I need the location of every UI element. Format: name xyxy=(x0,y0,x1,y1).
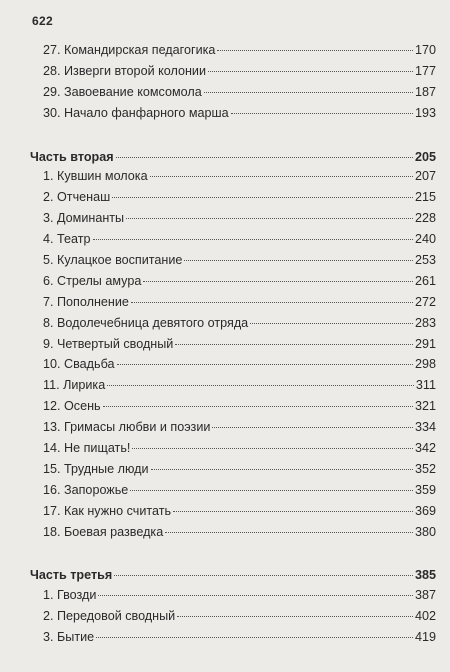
toc-entry[interactable] xyxy=(43,377,436,393)
leader-dots xyxy=(116,157,413,158)
toc-entry-title: 27. Командирская педагогика xyxy=(43,43,216,57)
leader-dots xyxy=(93,239,413,240)
leader-dots xyxy=(130,490,413,491)
toc-entry-page: 177 xyxy=(414,64,436,78)
toc-entry-title: 5. Кулацкое воспитание xyxy=(43,253,183,267)
toc-entry-title: 14. Не пищать! xyxy=(43,441,131,455)
toc-entry[interactable] xyxy=(43,210,436,226)
toc-entry[interactable] xyxy=(43,42,436,58)
toc-entry-page: 228 xyxy=(414,211,436,225)
leader-dots xyxy=(208,71,413,72)
leader-dots xyxy=(103,406,413,407)
leader-dots xyxy=(151,469,413,470)
toc-entry[interactable] xyxy=(43,168,436,184)
leader-dots xyxy=(143,281,413,282)
leader-dots xyxy=(131,302,413,303)
toc-entry-title: 11. Лирика xyxy=(43,378,106,392)
leader-dots xyxy=(126,218,413,219)
leader-dots xyxy=(98,595,413,596)
toc-entry-title: 2. Передовой сводный xyxy=(43,609,176,623)
part-three-heading[interactable] xyxy=(30,567,436,583)
part-title: Часть третья xyxy=(30,568,113,582)
toc-entry-page: 402 xyxy=(414,609,436,623)
toc-entry-page: 215 xyxy=(414,190,436,204)
page-number: 622 xyxy=(32,14,53,28)
toc-entry-title: 2. Отченаш xyxy=(43,190,111,204)
toc-entry[interactable] xyxy=(43,587,436,603)
toc-entry-page: 187 xyxy=(414,85,436,99)
toc-entry-title: 13. Гримасы любви и поэзии xyxy=(43,420,211,434)
part-page: 385 xyxy=(414,568,436,582)
toc-entry-page: 261 xyxy=(414,274,436,288)
leader-dots xyxy=(184,260,413,261)
toc-entry[interactable] xyxy=(43,461,436,477)
toc-entry-title: 15. Трудные люди xyxy=(43,462,149,476)
toc-entry[interactable] xyxy=(43,503,436,519)
toc-entry-title: 4. Театр xyxy=(43,232,91,246)
toc-entry-page: 334 xyxy=(414,420,436,434)
toc-entry[interactable] xyxy=(43,398,436,414)
toc-entry-title: 9. Четвертый сводный xyxy=(43,337,174,351)
leader-dots xyxy=(173,511,413,512)
toc-entry-title: 6. Стрелы амура xyxy=(43,274,142,288)
toc-entry-page: 380 xyxy=(414,525,436,539)
leader-dots xyxy=(114,575,413,576)
toc-entry-title: 3. Доминанты xyxy=(43,211,125,225)
toc-entry-page: 240 xyxy=(414,232,436,246)
toc-entry-page: 207 xyxy=(414,169,436,183)
toc-entry[interactable] xyxy=(43,629,436,645)
toc-entry-page: 387 xyxy=(414,588,436,602)
toc-entry[interactable] xyxy=(43,105,436,121)
toc-entry-title: 28. Изверги второй колонии xyxy=(43,64,206,78)
toc-entry-page: 193 xyxy=(414,106,436,120)
toc-entry[interactable] xyxy=(43,189,436,205)
toc-entry-title: 12. Осень xyxy=(43,399,101,413)
part-title: Часть вторая xyxy=(30,150,114,164)
leader-dots xyxy=(132,448,413,449)
leader-dots xyxy=(175,344,413,345)
toc-entry[interactable] xyxy=(43,273,436,289)
leader-dots xyxy=(112,197,413,198)
toc-entry-title: 8. Водолечебница девятого отряда xyxy=(43,316,249,330)
toc-entry-page: 311 xyxy=(415,378,436,392)
toc-entry[interactable] xyxy=(43,440,436,456)
toc-entry[interactable] xyxy=(43,315,436,331)
leader-dots xyxy=(107,385,414,386)
toc-entry-page: 272 xyxy=(414,295,436,309)
toc-entry-title: 18. Боевая разведка xyxy=(43,525,164,539)
toc-entry-page: 359 xyxy=(414,483,436,497)
part-page: 205 xyxy=(414,150,436,164)
toc-entry-page: 253 xyxy=(414,253,436,267)
toc-entry-title: 3. Бытие xyxy=(43,630,95,644)
toc-entry-title: 7. Пополнение xyxy=(43,295,129,309)
toc-entry[interactable] xyxy=(43,419,436,435)
toc-entry-page: 321 xyxy=(414,399,436,413)
toc-entry-page: 419 xyxy=(414,630,436,644)
toc-entry[interactable] xyxy=(43,336,436,352)
toc-entry-page: 369 xyxy=(414,504,436,518)
toc-entry-page: 283 xyxy=(414,316,436,330)
leader-dots xyxy=(250,323,413,324)
toc-entry-page: 298 xyxy=(414,357,436,371)
toc-entry-page: 352 xyxy=(414,462,436,476)
toc-entry[interactable] xyxy=(43,356,436,372)
toc-entry-title: 10. Свадьба xyxy=(43,357,115,371)
toc-entry-page: 170 xyxy=(414,43,436,57)
leader-dots xyxy=(217,50,413,51)
toc-entry-title: 17. Как нужно считать xyxy=(43,504,172,518)
leader-dots xyxy=(117,364,413,365)
leader-dots xyxy=(96,637,413,638)
toc-entry[interactable] xyxy=(43,231,436,247)
leader-dots xyxy=(150,176,413,177)
toc-entry-title: 16. Запорожье xyxy=(43,483,129,497)
leader-dots xyxy=(204,92,413,93)
toc-entry-title: 29. Завоевание комсомола xyxy=(43,85,202,99)
toc-entry-title: 1. Кувшин молока xyxy=(43,169,148,183)
leader-dots xyxy=(177,616,413,617)
toc-entry[interactable] xyxy=(43,294,436,310)
leader-dots xyxy=(165,532,413,533)
leader-dots xyxy=(212,427,413,428)
leader-dots xyxy=(231,113,413,114)
toc-entry-page: 342 xyxy=(414,441,436,455)
toc-entry-title: 30. Начало фанфарного марша xyxy=(43,106,229,120)
toc-entry-page: 291 xyxy=(414,337,436,351)
toc-entry[interactable] xyxy=(43,482,436,498)
toc-entry[interactable] xyxy=(43,608,436,624)
toc-entry-title: 1. Гвозди xyxy=(43,588,97,602)
part-two-heading[interactable] xyxy=(30,149,436,165)
toc-entry[interactable] xyxy=(43,63,436,79)
toc-entry[interactable] xyxy=(43,84,436,100)
toc-entry[interactable] xyxy=(43,252,436,268)
toc-entry[interactable] xyxy=(43,524,436,540)
